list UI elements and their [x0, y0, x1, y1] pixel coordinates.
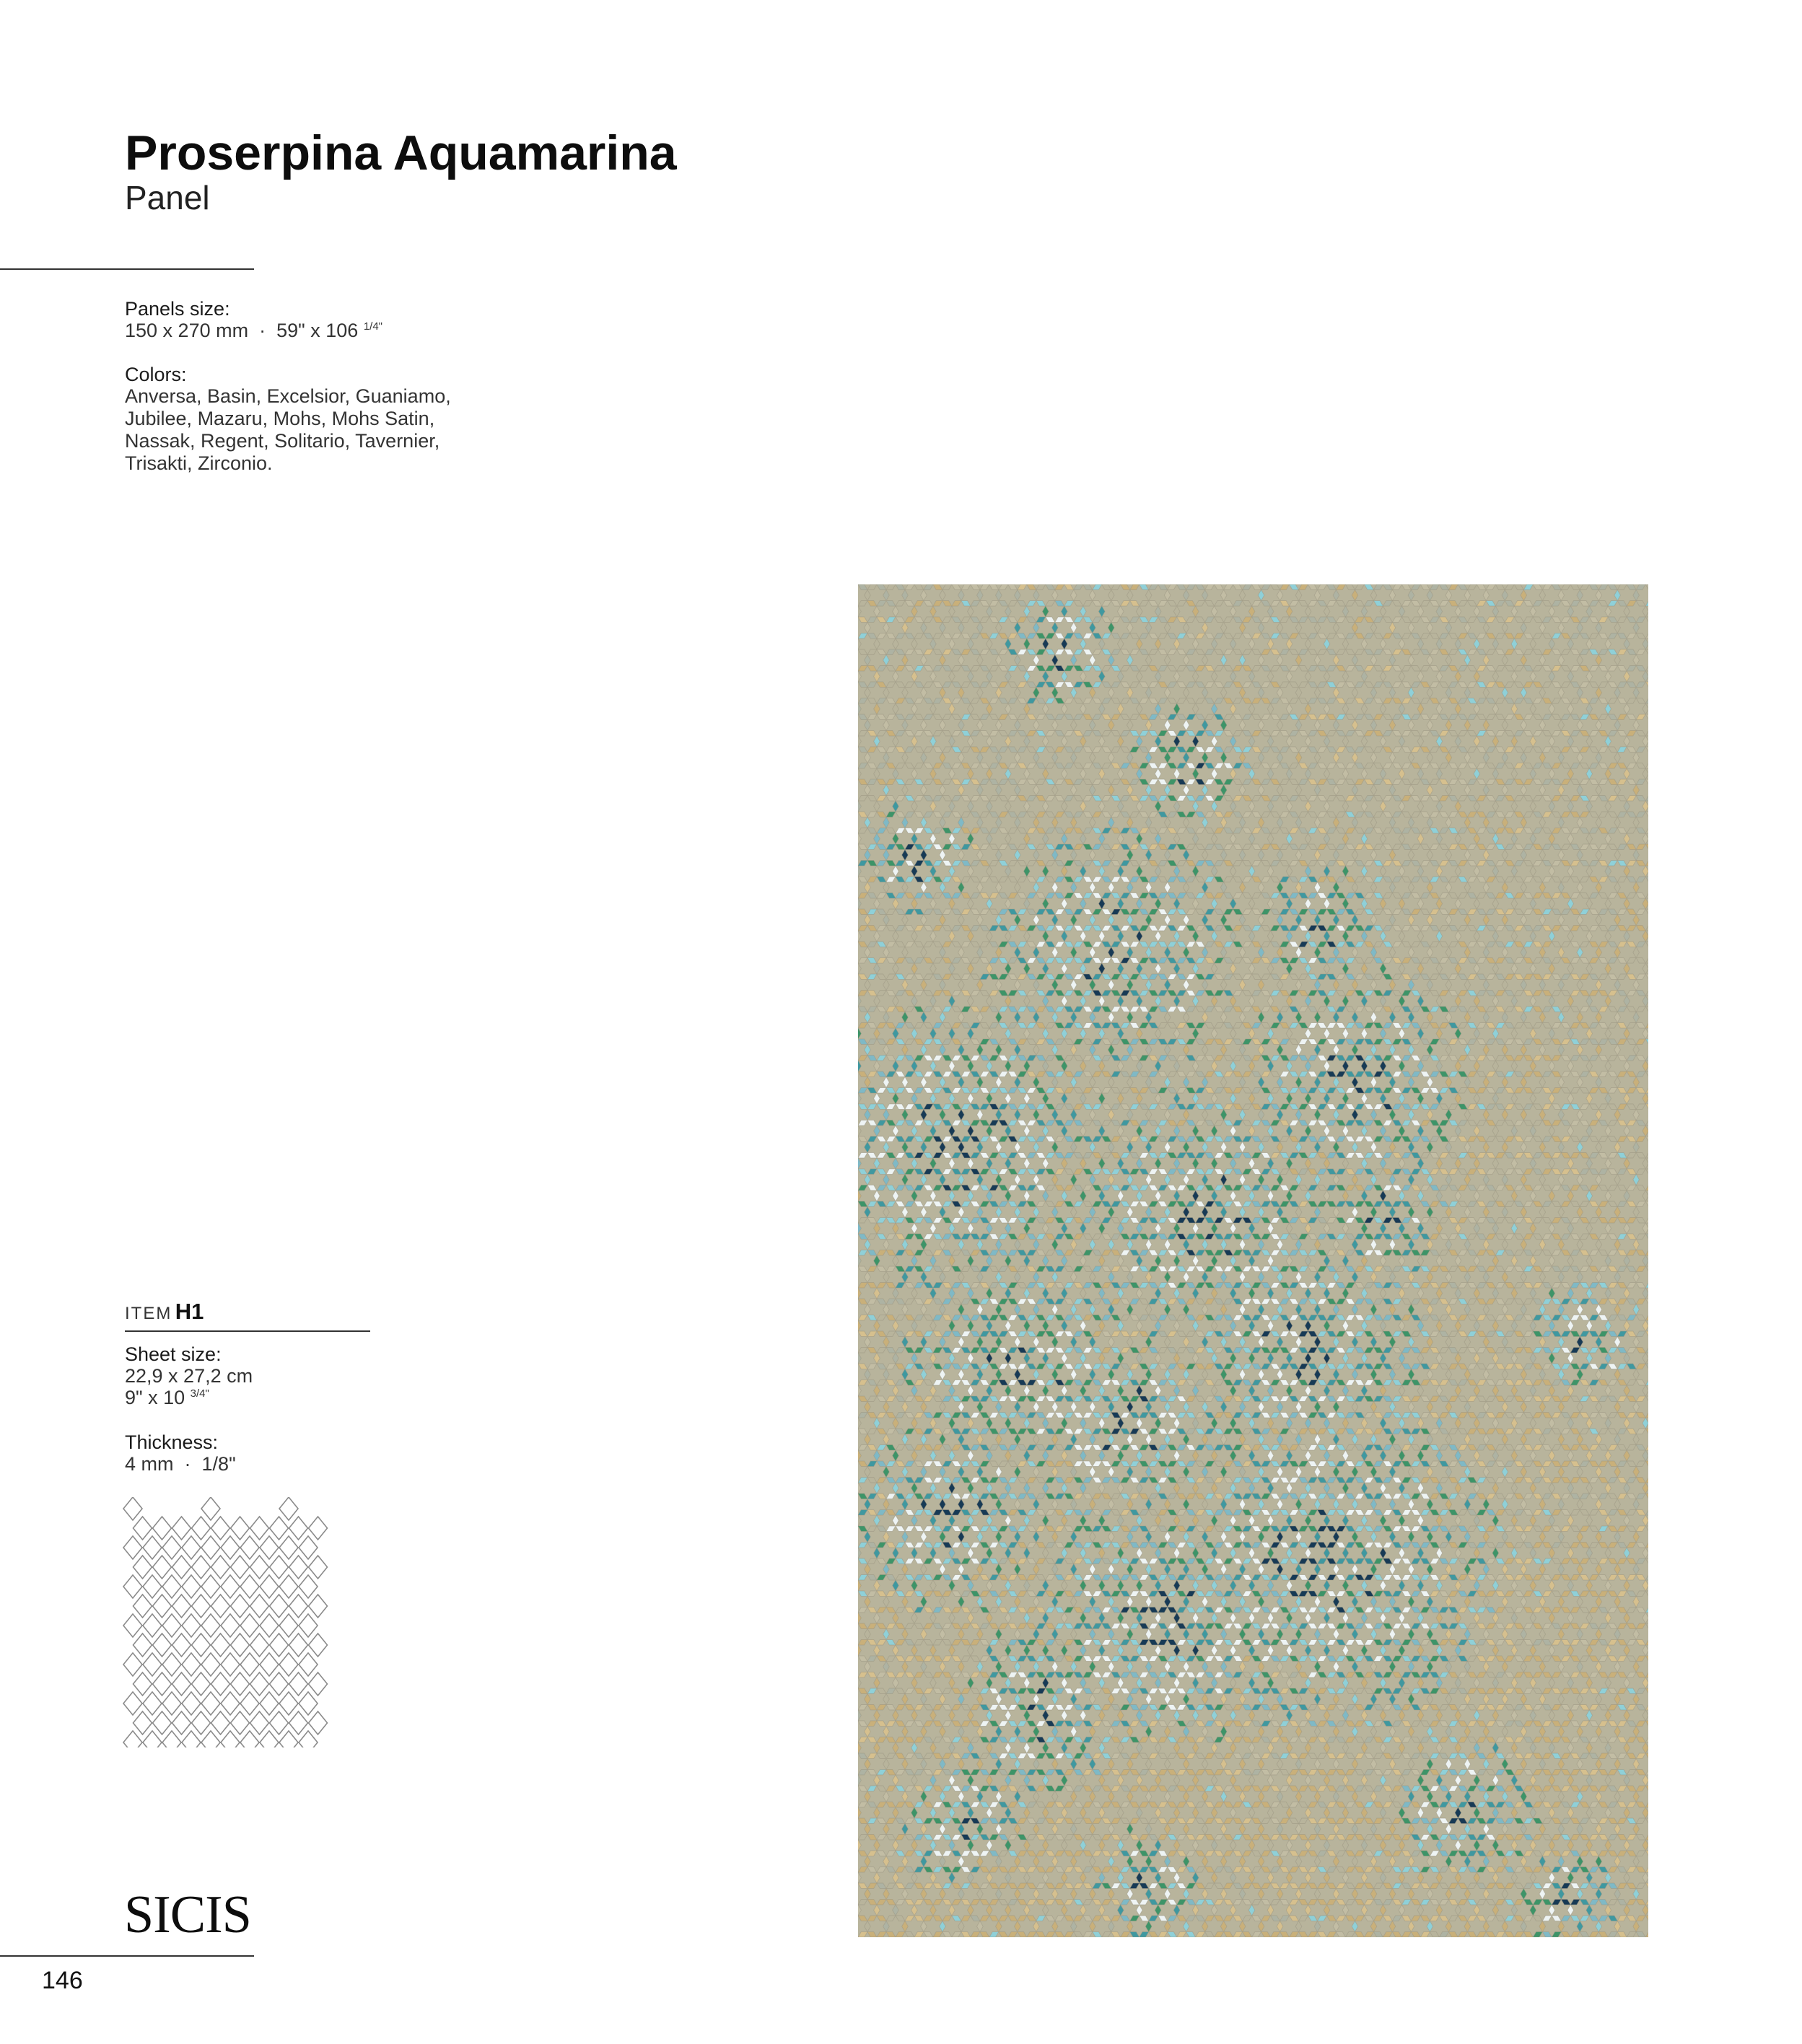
colors-line: Trisakti, Zirconio. — [125, 452, 273, 474]
panels-size-label: Panels size: — [125, 298, 230, 320]
separator-dot: · — [184, 1453, 191, 1475]
thickness-label: Thickness: — [125, 1431, 219, 1453]
item-code: H1 — [175, 1299, 204, 1324]
sheet-size-label: Sheet size: — [125, 1343, 222, 1365]
sheet-pattern-drawing — [123, 1497, 336, 1747]
item-word: ITEM — [125, 1304, 172, 1323]
thickness-in: 1/8" — [201, 1453, 236, 1475]
colors-line: Jubilee, Mazaru, Mohs, Mohs Satin, — [125, 408, 435, 429]
sheet-size-in — [125, 1387, 209, 1412]
header-rule — [0, 268, 254, 270]
sicis-logo: SICIS — [124, 1885, 251, 1944]
sheet-size-in-main: 9" x 10 — [125, 1387, 185, 1408]
panels-size-mm: 150 x 270 mm — [125, 320, 249, 341]
separator-dot: · — [259, 320, 266, 341]
panels-size-fraction: 1/4" — [363, 320, 382, 333]
item-rule — [125, 1330, 370, 1332]
mosaic-panel-image — [858, 584, 1648, 1937]
item-heading — [125, 1299, 204, 1325]
sheet-size-fraction: 3/4" — [190, 1387, 209, 1400]
colors-line: Nassak, Regent, Solitario, Tavernier, — [125, 430, 440, 452]
thickness-mm: 4 mm — [125, 1453, 174, 1475]
panels-size-in: 59" x 106 — [276, 320, 359, 341]
footer-rule — [0, 1955, 254, 1957]
product-subtitle: Panel — [125, 179, 210, 216]
panels-size-value — [125, 320, 382, 345]
product-title: Proserpina Aquamarina — [125, 126, 677, 180]
colors-list — [125, 385, 457, 475]
colors-label: Colors: — [125, 364, 187, 385]
sheet-size-cm: 22,9 x 27,2 cm — [125, 1365, 253, 1387]
page-number: 146 — [42, 1967, 83, 1994]
colors-line: Anversa, Basin, Excelsior, Guaniamo, — [125, 385, 451, 407]
thickness-value — [125, 1453, 236, 1475]
